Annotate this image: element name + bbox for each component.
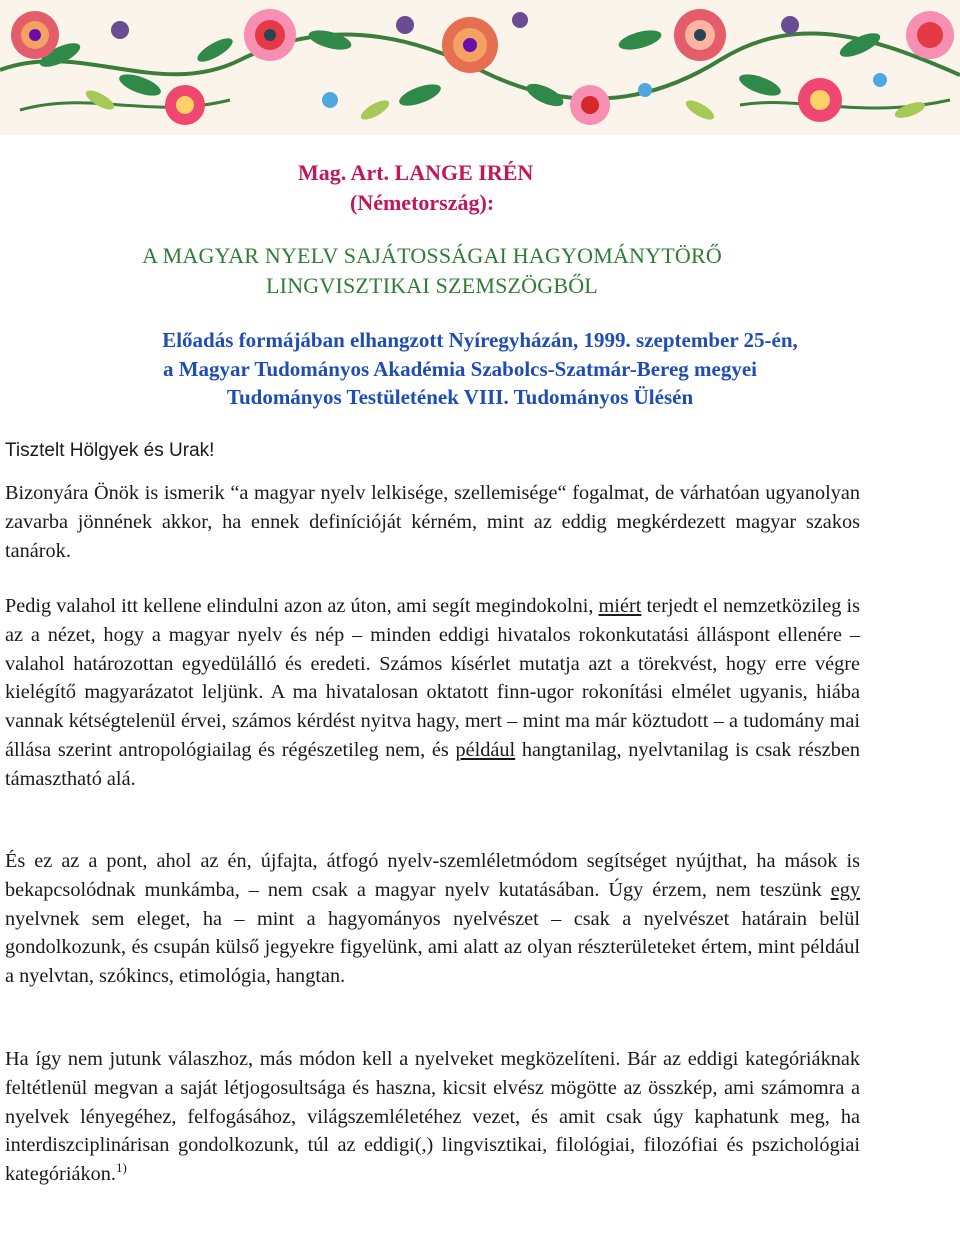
paragraph-3 <box>5 847 860 991</box>
title-line-1: A MAGYAR NYELV SAJÁTOSSÁGAI HAGYOMÁNYTÖRŐ <box>142 243 722 268</box>
underlined-word-peldaul: például <box>455 738 516 761</box>
underlined-word-egy: egy <box>830 878 860 901</box>
speaker-block <box>298 158 533 218</box>
underlined-word-miert: miért <box>598 595 642 617</box>
paragraph-2-text-c: hangtanilag, nyelvtanilag is csak részben támasztható alá. <box>5 738 861 790</box>
occasion-line-3: Tudományos Testületének VIII. Tudományos Ülésén <box>226 385 694 409</box>
floral-embroidery-image <box>0 0 960 135</box>
paragraph-3-text-a: És ez az a pont, ahol az én, újfajta, átfogó nyelv-szemléletmódom segítséget nyújthat, ha mások is bekapcsolódnak munkámba, – nem csak a magyar nyelv kutatásában. Úgy érzem, nem teszünk <box>5 850 860 901</box>
occasion-line-1: Előadás formájában elhangzott Nyíregyházán, 1999. szeptember 25-én, <box>162 328 798 352</box>
paragraph-3-text-b: nyelvnek sem eleget, ha – mint a hagyományos nyelvészet – csak a nyelvészet határain belül gondolkozunk, és csupán külső jegyekre figyelünk, ami alatt az olyan részterületeket értem, mint például a nyelvtan, szókincs, etimológia, hangtan. <box>5 907 860 988</box>
paragraph-2-text-b: terjedt el nemzetközileg is az a nézet, hogy a magyar nyelv és nép – minden eddigi hivatalos rokonkutatási álláspont ellenére – valahol határozottan egyedülálló és eredeti. Számos kísérlet mutatja azt a törekvést, hogy erre végre kielégítő magyarázatot leljünk. A ma hivatalosan oktatott finn-ugor rokonítási elmélet ugyanis, hiába vannak kétségtelenül érvei, számos kérdést nyitva hagy, mert – mint ma már köztudott – a tudomány mai állása szerint antropológiailag és régészetileg nem, és <box>5 595 860 761</box>
lecture-title <box>0 241 864 301</box>
paragraph-1: Bizonyára Önök is ismerik “a magyar nyelv lelkisége, szellemisége“ fogalmat, de várhatóan ugyanolyan zavarba jönnének akkor, ha ennek definícióját kérném, mint az eddig megkérdezett magyar szakos tanárok. <box>5 482 860 562</box>
occasion-note <box>0 326 920 412</box>
speaker-country: (Németország): <box>350 190 495 215</box>
title-line-2: LINGVISZTIKAI SZEMSZÖGBŐL <box>266 273 598 298</box>
occasion-line-2: a Magyar Tudományos Akadémia Szabolcs-Szatmár-Bereg megyei <box>162 356 757 381</box>
footnote-marker: 1) <box>115 1160 127 1176</box>
paragraph-4 <box>5 1045 860 1189</box>
paragraph-4-text: Ha így nem jutunk válaszhoz, más módon kell a nyelveket megközelíteni. Bár az eddigi kategóriáknak feltétlenül megvan a saját létjogosultsága és haszna, kicsit elvész mögötte az összkép, ami számomra a nyelvek lényegéhez, felfogásához, világszemléletéhez vezet, és amit csak úgy kaphatunk meg, ha interdiszciplinárisan gondolkozunk, túl az eddigi(,) lingvisztikai, filológiai, filozófiai és pszichológiai kategóriákon. <box>5 1048 860 1186</box>
speaker-name: Mag. Art. LANGE IRÉN <box>298 160 534 185</box>
paragraph-2 <box>5 592 860 794</box>
greeting: Tisztelt Hölgyek és Urak! <box>5 440 215 461</box>
floral-embroidery-banner <box>0 0 960 135</box>
paragraph-2-text-a: Pedig valahol itt kellene elindulni azon az úton, ami segít megindokolni, <box>5 595 599 617</box>
